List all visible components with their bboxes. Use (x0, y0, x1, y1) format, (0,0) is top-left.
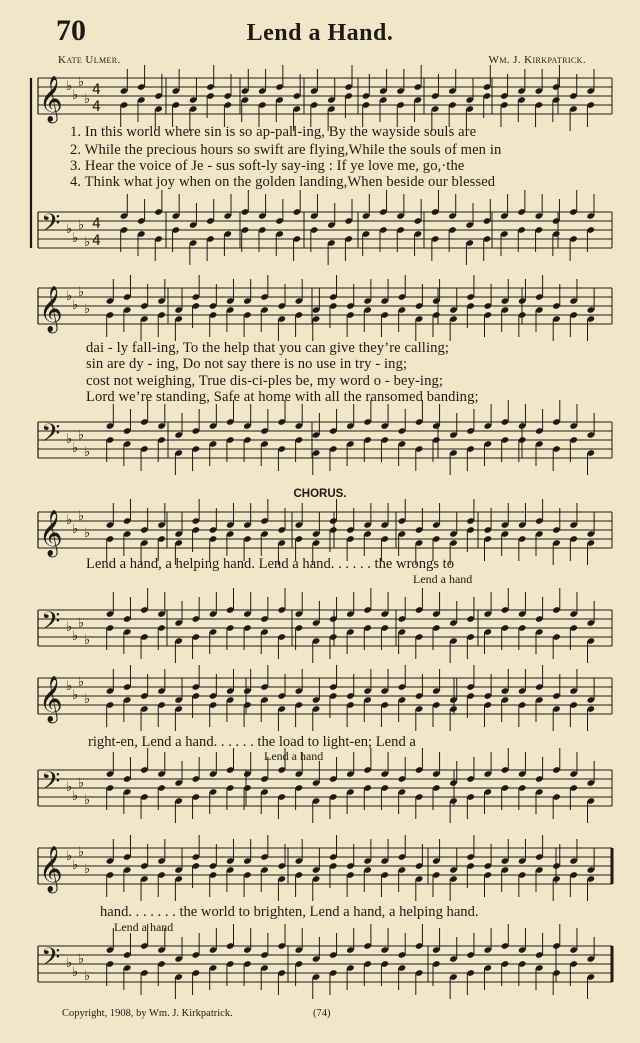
system-1-bass-time-signature-top: 4 (92, 216, 101, 232)
system-2-bass-key-signature: ♭ (66, 432, 73, 447)
system-3-bass-key-signature: ♭ (66, 620, 73, 635)
system-2-treble-key-signature: ♭ (66, 289, 73, 304)
system-1-bass-key-signature: ♭ (78, 218, 85, 233)
system-4-bass-key-signature: ♭ (84, 793, 91, 808)
system-1-treble-key-signature: ♭ (72, 88, 79, 103)
system-3-treble-clef-icon: 𝄞 (39, 510, 63, 556)
composer-credit: Wm. J. Kirkpatrick. (488, 54, 586, 66)
system-4-bass-key-signature: ♭ (78, 776, 85, 791)
system-1-time-signature-bottom: 4 (92, 99, 101, 115)
system-5-bass-key-signature: ♭ (66, 956, 73, 971)
page-number: 70 (56, 14, 86, 47)
system-1-bass-time-signature-bottom: 4 (92, 233, 101, 249)
system-5-treble-key-signature: ♭ (78, 845, 85, 860)
system-3-treble-key-signature: ♭ (84, 526, 91, 541)
system-5-treble-key-signature: ♭ (72, 858, 79, 873)
system-1-treble-key-signature: ♭ (84, 92, 91, 107)
system-1-bass-key-signature: ♭ (72, 231, 79, 246)
system-3-treble-key-signature: ♭ (66, 513, 73, 528)
system-4-treble-key-signature: ♭ (72, 688, 79, 703)
system-5-treble-clef-icon: 𝄞 (39, 846, 63, 892)
system-4-bass-key-signature: ♭ (72, 789, 79, 804)
system-3-bass-key-signature: ♭ (84, 633, 91, 648)
system-5-treble-key-signature: ♭ (66, 849, 73, 864)
system-2-bass-key-signature: ♭ (72, 441, 79, 456)
system-4-bass-key-signature: ♭ (66, 780, 73, 795)
verse-1-line-2: dai - ly fall-ing, To the help that you can give they’re calling; (86, 340, 450, 356)
verse-2-line-1: 2. While the precious hours so swift are flying,While the souls of men in (70, 142, 502, 158)
verse-4-line-2: Lord we’re standing, Safe at home with all the ransomed banding; (86, 389, 479, 405)
system-3-bass-clef-icon: 𝄢 (41, 607, 61, 642)
system-4-treble-clef-icon: 𝄞 (39, 676, 63, 722)
system-5-treble-key-signature: ♭ (84, 862, 91, 877)
hymn-title: Lend a Hand. (246, 20, 394, 46)
verse-4-line-1: 4. Think what joy when on the golden landing,When beside our blessed (70, 174, 496, 190)
system-3-treble-key-signature: ♭ (72, 522, 79, 537)
system-4-treble-key-signature: ♭ (78, 675, 85, 690)
system-2-bass-key-signature: ♭ (78, 428, 85, 443)
system-4-treble-key-signature: ♭ (84, 692, 91, 707)
chorus-line-1: Lend a hand, a helping hand. Lend a hand. . . . . . the wrongs to (86, 556, 454, 572)
system-1-treble-key-signature: ♭ (66, 79, 73, 94)
chorus-echo-1: Lend a hand (413, 572, 473, 586)
system-2-treble-key-signature: ♭ (72, 298, 79, 313)
system-5-bass-key-signature: ♭ (84, 969, 91, 984)
system-1-bass-key-signature: ♭ (66, 222, 73, 237)
system-1-time-signature-top: 4 (92, 82, 101, 98)
lyricist-credit: Kate Ulmer. (58, 54, 121, 66)
verse-1-line-1: 1. In this world where sin is so ap-pall-ing, By the wayside souls are (70, 124, 477, 140)
chorus-line-3: hand. . . . . . . the world to brighten, Lend a hand, a helping hand. (100, 904, 479, 920)
verse-2-line-2: sin are dy - ing, Do not say there is no use in try - ing; (86, 356, 408, 372)
system-1-bass-key-signature: ♭ (84, 235, 91, 250)
system-1-bass-clef-icon: 𝄢 (41, 209, 61, 244)
verse-3-line-2: cost not weighing, True dis-ci-ples be, my word o - bey-ing; (86, 373, 444, 389)
system-3-bass-key-signature: ♭ (78, 616, 85, 631)
chorus-echo-3: Lend a hand (114, 920, 174, 934)
chorus-line-2: right-en, Lend a hand. . . . . . the load to light-en; Lend a (88, 734, 416, 750)
printed-page-number: (74) (313, 1008, 331, 1019)
chorus-echo-2: Lend a hand (264, 749, 324, 763)
system-4-treble-key-signature: ♭ (66, 679, 73, 694)
system-3-treble-key-signature: ♭ (78, 509, 85, 524)
system-5-bass-clef-icon: 𝄢 (41, 943, 61, 978)
verse-3-line-1: 3. Hear the voice of Je - sus soft-ly say-ing : If ye love me, go,·the (70, 158, 465, 174)
system-4-bass-clef-icon: 𝄢 (41, 767, 61, 802)
chorus-label: CHORUS. (293, 488, 347, 500)
system-2-treble-clef-icon: 𝄞 (39, 286, 63, 332)
system-2-treble-key-signature: ♭ (84, 302, 91, 317)
system-3-bass-key-signature: ♭ (72, 629, 79, 644)
system-2-bass-clef-icon: 𝄢 (41, 419, 61, 454)
system-1-treble-key-signature: ♭ (78, 75, 85, 90)
system-1-treble-clef-icon: 𝄞 (39, 76, 63, 122)
copyright-notice: Copyright, 1908, by Wm. J. Kirkpatrick. (62, 1008, 233, 1019)
system-5-bass-key-signature: ♭ (78, 952, 85, 967)
system-5-bass-key-signature: ♭ (72, 965, 79, 980)
system-2-treble-key-signature: ♭ (78, 285, 85, 300)
system-2-bass-key-signature: ♭ (84, 445, 91, 460)
